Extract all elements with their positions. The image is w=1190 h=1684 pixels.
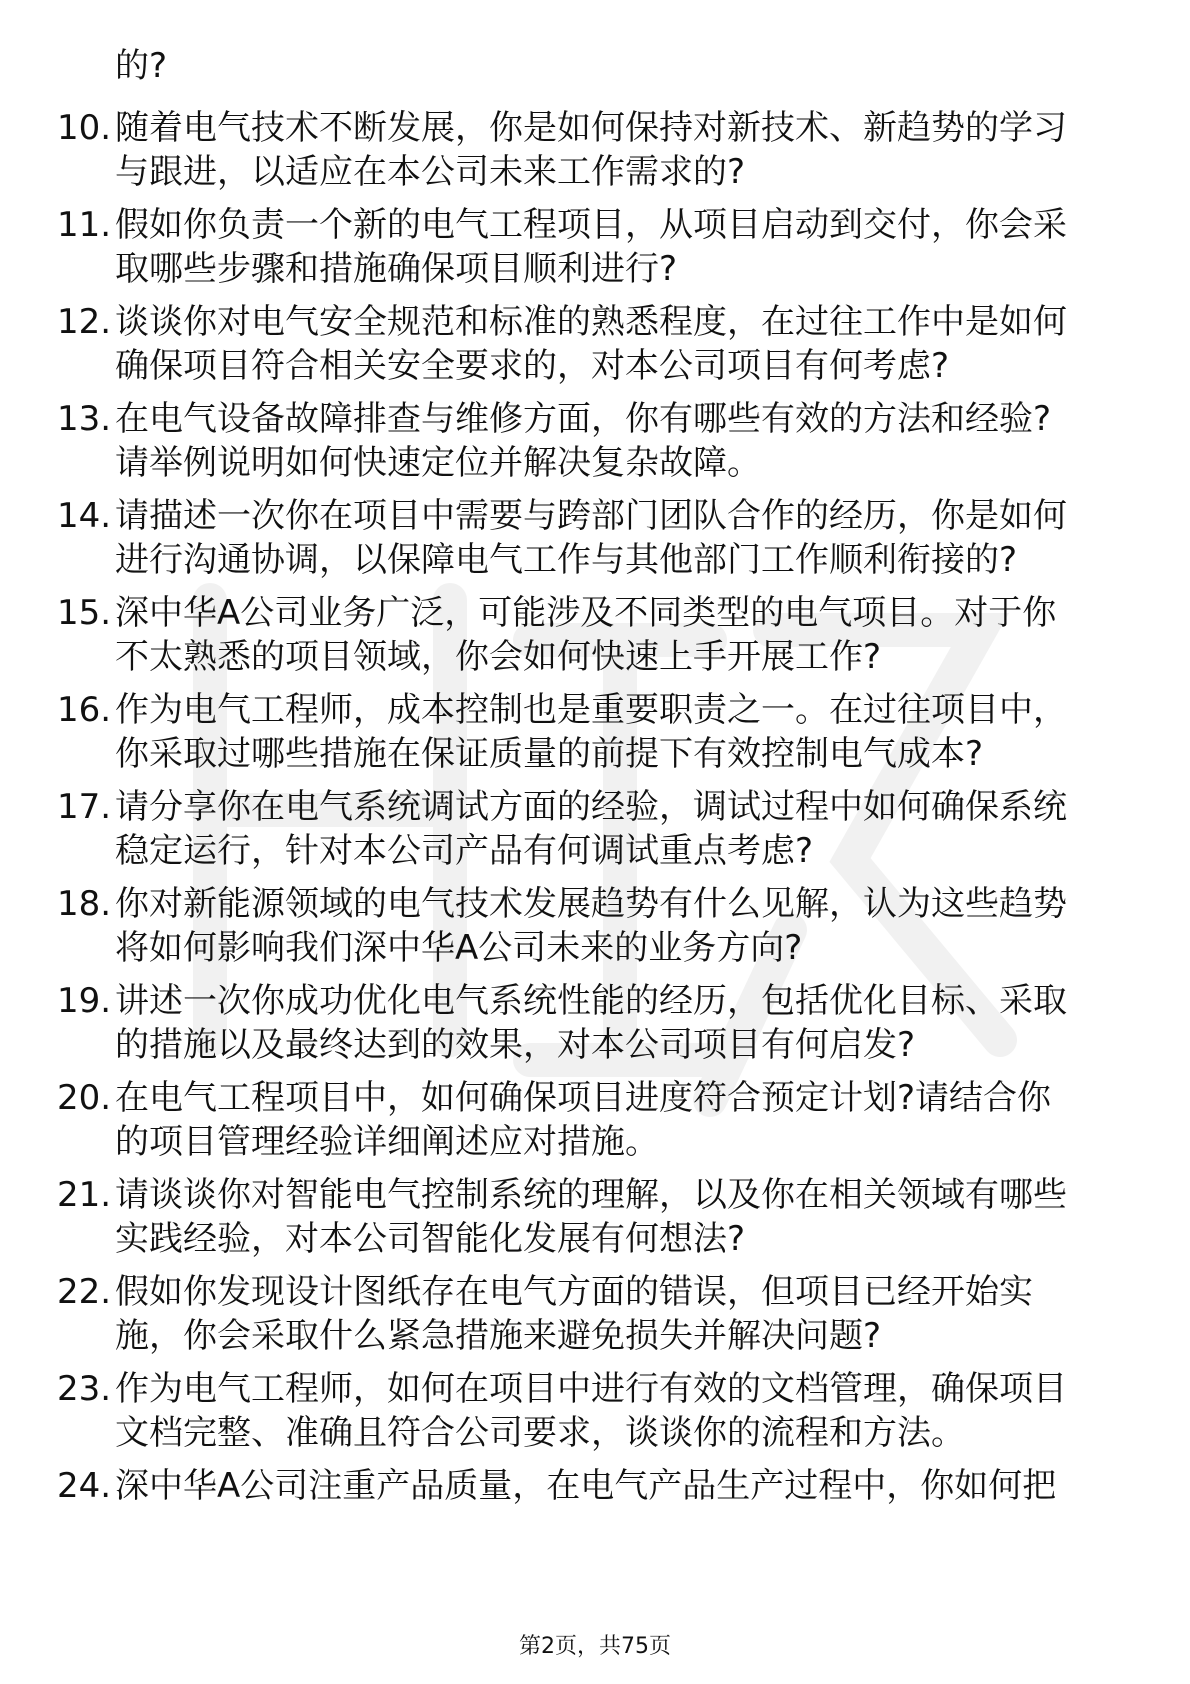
- question-number: 24.: [57, 1466, 112, 1506]
- question-number: 20.: [57, 1078, 112, 1118]
- question-number: 19.: [57, 981, 112, 1021]
- question-number: 21.: [57, 1175, 112, 1215]
- page-footer: 第2页，共75页: [519, 1634, 671, 1659]
- question-text-line: 的措施以及最终达到的效果，对本公司项目有何启发?: [115, 1025, 916, 1065]
- question-text-line: 深中华A公司注重产品质量，在电气产品生产过程中，你如何把: [115, 1466, 1057, 1506]
- question-number: 16.: [57, 690, 112, 730]
- continuation-line: 的?: [115, 46, 168, 86]
- question-text-line: 深中华A公司业务广泛，可能涉及不同类型的电气项目。对于你: [115, 593, 1057, 633]
- question-text-line: 文档完整、准确且符合公司要求，谈谈你的流程和方法。: [115, 1413, 965, 1453]
- question-number: 10.: [57, 108, 112, 148]
- question-number: 11.: [57, 205, 112, 245]
- question-number: 22.: [57, 1272, 112, 1312]
- question-text-line: 取哪些步骤和措施确保项目顺利进行?: [115, 249, 678, 289]
- question-text-line: 你采取过哪些措施在保证质量的前提下有效控制电气成本?: [115, 734, 984, 774]
- question-number: 14.: [57, 496, 112, 536]
- question-text-line: 实践经验，对本公司智能化发展有何想法?: [115, 1219, 746, 1259]
- question-text-line: 请举例说明如何快速定位并解决复杂故障。: [115, 443, 761, 483]
- question-text-line: 你对新能源领域的电气技术发展趋势有什么见解，认为这些趋势: [115, 884, 1067, 924]
- question-number: 13.: [57, 399, 112, 439]
- question-number: 17.: [57, 787, 112, 827]
- question-text-line: 确保项目符合相关安全要求的，对本公司项目有何考虑?: [115, 346, 950, 386]
- question-number: 23.: [57, 1369, 112, 1409]
- question-text-line: 在电气工程项目中，如何确保项目进度符合预定计划?请结合你: [115, 1078, 1052, 1118]
- question-text-line: 施，你会采取什么紧急措施来避免损失并解决问题?: [115, 1316, 882, 1356]
- question-number: 15.: [57, 593, 112, 633]
- question-text-line: 的项目管理经验详细阐述应对措施。: [115, 1122, 659, 1162]
- question-text-line: 请谈谈你对智能电气控制系统的理解，以及你在相关领域有哪些: [115, 1175, 1067, 1215]
- question-number: 18.: [57, 884, 112, 924]
- question-number: 12.: [57, 302, 112, 342]
- question-text-line: 不太熟悉的项目领域，你会如何快速上手开展工作?: [115, 637, 882, 677]
- question-text-line: 假如你负责一个新的电气工程项目，从项目启动到交付，你会采: [115, 205, 1067, 245]
- question-text-line: 进行沟通协调，以保障电气工作与其他部门工作顺利衔接的?: [115, 540, 1018, 580]
- question-text-line: 谈谈你对电气安全规范和标准的熟悉程度，在过往工作中是如何: [115, 302, 1067, 342]
- question-text-line: 随着电气技术不断发展，你是如何保持对新技术、新趋势的学习: [115, 108, 1067, 148]
- question-text-line: 稳定运行，针对本公司产品有何调试重点考虑?: [115, 831, 814, 871]
- question-text-line: 作为电气工程师，成本控制也是重要职责之一。在过往项目中，: [115, 690, 1067, 730]
- question-text-line: 请描述一次你在项目中需要与跨部门团队合作的经历，你是如何: [115, 496, 1067, 536]
- question-text-line: 假如你发现设计图纸存在电气方面的错误，但项目已经开始实: [115, 1272, 1033, 1312]
- question-text-line: 请分享你在电气系统调试方面的经验，调试过程中如何确保系统: [115, 787, 1067, 827]
- question-text-line: 将如何影响我们深中华A公司未来的业务方向?: [115, 928, 803, 968]
- question-text-line: 在电气设备故障排查与维修方面，你有哪些有效的方法和经验?: [115, 399, 1052, 439]
- question-text-line: 讲述一次你成功优化电气系统性能的经历，包括优化目标、采取: [115, 981, 1067, 1021]
- question-text-line: 作为电气工程师，如何在项目中进行有效的文档管理，确保项目: [115, 1369, 1067, 1409]
- question-text-line: 与跟进，以适应在本公司未来工作需求的?: [115, 152, 746, 192]
